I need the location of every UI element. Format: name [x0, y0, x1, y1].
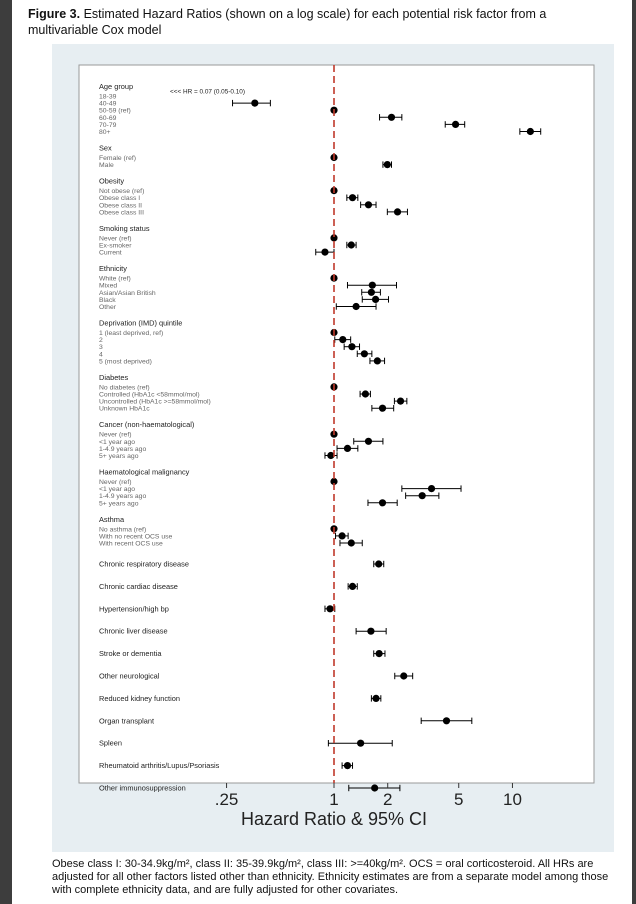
row-label: 70-79 [99, 121, 117, 129]
hr-point [344, 762, 351, 769]
hr-point [348, 241, 355, 248]
hr-point [372, 296, 379, 303]
row-label: Current [99, 249, 122, 257]
hr-point [368, 289, 375, 296]
hr-point [379, 499, 386, 506]
row-label: Never (ref) [99, 431, 132, 439]
row-label: White (ref) [99, 275, 131, 283]
x-axis-label: Hazard Ratio & 95% CI [240, 809, 428, 829]
row-label: Obese class II [99, 202, 143, 210]
hr-point [251, 100, 258, 107]
figure-title: Estimated Hazard Ratios (shown on a log scale) for each potential risk factor from a multivariable Cox model [28, 7, 547, 37]
row-label: Black [99, 296, 116, 304]
row-label: 1 (least deprived, ref) [99, 330, 164, 337]
row-label: 50-59 (ref) [99, 107, 131, 115]
hr-point [357, 740, 364, 747]
hr-point [367, 628, 374, 635]
row-label: 2 [99, 337, 103, 345]
group-title: Diabetes [99, 372, 129, 382]
hr-point [321, 249, 328, 256]
row-label: Female (ref) [99, 155, 137, 162]
hr-point [384, 161, 391, 168]
group-title: Sex [99, 143, 112, 153]
hr-point [362, 390, 369, 397]
hr-point [361, 350, 368, 357]
row-label: Other neurological [99, 671, 160, 681]
row-label: Organ transplant [99, 716, 155, 726]
hr-point [376, 650, 383, 657]
group-title: Haematological malignancy [99, 467, 190, 477]
group-title: Deprivation (IMD) quintile [99, 318, 183, 328]
hr-point [374, 357, 381, 364]
row-label: Never (ref) [99, 235, 132, 243]
hr-point [443, 717, 450, 724]
row-label: 5 (most deprived) [99, 358, 152, 366]
hr-point [375, 560, 382, 567]
row-label: Male [99, 162, 114, 170]
x-tick-label: 10 [502, 790, 522, 809]
x-tick-label: 1 [329, 790, 339, 809]
figure-label: Figure 3. [28, 7, 81, 21]
row-label: 4 [99, 351, 103, 359]
row-label: Chronic liver disease [99, 626, 168, 636]
row-label: With no recent OCS use [99, 533, 173, 541]
row-label: Obese class III [99, 209, 144, 217]
row-label: Stroke or dementia [99, 649, 162, 659]
hr-point [379, 405, 386, 412]
hr-point [353, 303, 360, 310]
row-label: Not obese (ref) [99, 188, 145, 196]
figure-page [12, 0, 632, 904]
hr-point [348, 343, 355, 350]
offscale-note: <<< HR = 0.07 (0.05-0.10) [170, 88, 245, 96]
row-label: Obese class I [99, 195, 141, 203]
right-edge-border [632, 0, 636, 904]
row-label: 60-69 [99, 114, 117, 122]
x-tick-label: 5 [453, 790, 464, 809]
row-label: 40-49 [99, 100, 117, 108]
row-label: Unknown HbA1c [99, 405, 150, 413]
hr-point [388, 114, 395, 121]
row-label: Chronic respiratory disease [99, 559, 189, 569]
row-label: <1 year ago [99, 438, 136, 446]
row-label: Other [99, 304, 116, 311]
hr-point [365, 438, 372, 445]
row-label: Chronic cardiac disease [99, 581, 178, 591]
row-label: No asthma (ref) [99, 526, 147, 534]
hr-point [371, 784, 378, 791]
row-label: Ex-smoker [99, 242, 132, 250]
hr-point [372, 695, 379, 702]
group-title: Smoking status [99, 223, 150, 233]
hr-point [397, 398, 404, 405]
row-label: Rheumatoid arthritis/Lupus/Psoriasis [99, 761, 220, 771]
hr-point [428, 485, 435, 492]
row-label: Mixed [99, 282, 118, 290]
row-label: 3 [99, 344, 103, 352]
hr-point [400, 672, 407, 679]
hr-point [349, 194, 356, 201]
hr-point [527, 128, 534, 135]
hr-point [344, 445, 351, 452]
row-label: Never (ref) [99, 479, 132, 486]
row-label: 1-4.9 years ago [99, 445, 147, 453]
row-label: Spleen [99, 738, 123, 748]
x-tick-label: .25 [214, 790, 239, 809]
hr-point [365, 201, 372, 208]
hr-point [452, 121, 459, 128]
row-label: <1 year ago [99, 486, 136, 494]
row-label: No diabetes (ref) [99, 384, 150, 392]
forest-plot [52, 44, 614, 852]
group-title: Age group [99, 82, 134, 91]
row-label: Other immunosuppression [99, 783, 186, 793]
group-title: Asthma [99, 514, 125, 524]
row-label: Asian/Asian British [99, 289, 156, 297]
row-label: Hypertension/high bp [99, 604, 169, 614]
group-title: Ethnicity [99, 264, 127, 274]
hr-point [419, 492, 426, 499]
hr-point [339, 336, 346, 343]
hr-point [338, 532, 345, 539]
hr-point [326, 605, 333, 612]
row-label: 80+ [99, 129, 111, 136]
row-label: 1-4.9 years ago [99, 493, 147, 501]
row-label: Reduced kidney function [99, 693, 180, 703]
left-edge-border [0, 0, 12, 904]
row-label: With recent OCS use [99, 540, 163, 548]
hr-point [394, 208, 401, 215]
row-label: Controlled (HbA1c <58mmol/mol) [99, 391, 200, 399]
x-tick-label: 2 [382, 790, 393, 809]
figure-footnote: Obese class I: 30-34.9kg/m², class II: 35-39.9kg/m², class III: >=40kg/m². OCS = oral corticosteroid. All HRs are adjusted for all other factors listed other than ethnicity. Ethnicity estimates are from a separate model among those with complete ethnicity data, and are fully adjusted for other covariates. [52, 858, 609, 896]
row-label: 18-39 [99, 93, 117, 101]
hr-point [348, 539, 355, 546]
row-label: Uncontrolled (HbA1c >=58mmol/mol) [99, 398, 211, 406]
figure-caption [28, 6, 618, 38]
hr-point [369, 282, 376, 289]
row-label: 5+ years ago [99, 453, 139, 460]
group-title: Cancer (non-haematological) [99, 420, 195, 430]
row-label: 5+ years ago [99, 500, 139, 508]
hr-point [349, 583, 356, 590]
group-title: Obesity [99, 176, 125, 186]
chart-panel [52, 44, 614, 852]
